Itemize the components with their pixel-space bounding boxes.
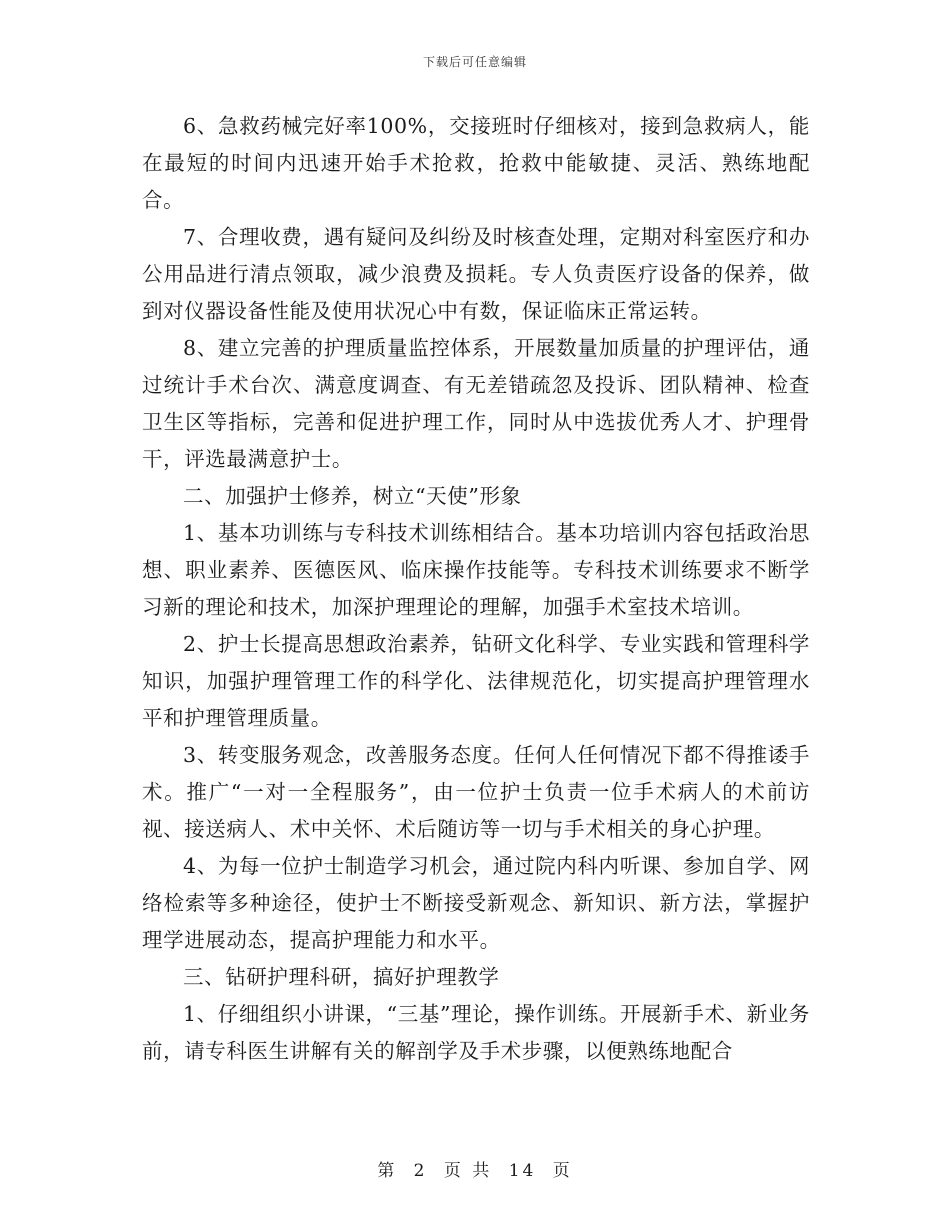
page-footer bbox=[0, 1156, 950, 1181]
page-total: 14 bbox=[508, 1161, 537, 1181]
page-number: 2 bbox=[413, 1161, 428, 1181]
paragraph: 3、转变服务观念，改善服务态度。任何人任何情况下都不得推诿手术。推广“一对一全程服务”，由一位护士负责一位手术病人的术前访视、接送病人、术中关怀、术后随访等一切与手术相关的身心护理。 bbox=[142, 743, 810, 841]
footer-prefix: 第 bbox=[377, 1161, 398, 1181]
paragraph: 1、仔细组织小讲课，“三基”理论，操作训练。开展新手术、新业务前，请专科医生讲解有关的解剖学及手术步骤，以便熟练地配合 bbox=[142, 1002, 810, 1063]
footer-middle: 页 共 bbox=[443, 1161, 493, 1181]
paragraph: 6、急救药械完好率100%，交接班时仔细核对，接到急救病人，能在最短的时间内迅速开始手术抢救，抢救中能敏捷、灵活、熟练地配合。 bbox=[142, 114, 810, 212]
paragraph: 1、基本功训练与专科技术训练相结合。基本功培训内容包括政治思想、职业素养、医德医风、临床操作技能等。专科技术训练要求不断学习新的理论和技术，加深护理理论的理解，加强手术室技术培训。 bbox=[142, 521, 810, 619]
paragraph: 2、护士长提高思想政治素养，钻研文化科学、专业实践和管理科学知识，加强护理管理工作的科学化、法律规范化，切实提高护理管理水平和护理管理质量。 bbox=[142, 632, 810, 730]
footer-suffix: 页 bbox=[552, 1161, 573, 1181]
section-heading: 二、加强护士修养，树立“天使”形象 bbox=[183, 484, 522, 508]
page-header: 下载后可任意编辑 bbox=[422, 55, 527, 69]
section-heading: 三、钻研护理科研，搞好护理教学 bbox=[183, 965, 500, 989]
paragraph: 4、为每一位护士制造学习机会，通过院内科内听课、参加自学、网络检索等多种途径，使护士不断接受新观念、新知识、新方法，掌握护理学进展动态，提高护理能力和水平。 bbox=[142, 854, 810, 952]
document-body bbox=[142, 108, 810, 1070]
paragraph: 7、合理收费，遇有疑问及纠纷及时核查处理，定期对科室医疗和办公用品进行清点领取，减少浪费及损耗。专人负责医疗设备的保养，做到对仪器设备性能及使用状况心中有数，保证临床正常运转。 bbox=[142, 225, 810, 323]
paragraph: 8、建立完善的护理质量监控体系，开展数量加质量的护理评估，通过统计手术台次、满意度调查、有无差错疏忽及投诉、团队精神、检查卫生区等指标，完善和促进护理工作，同时从中选拔优秀人才、护理骨干，评选最满意护士。 bbox=[142, 336, 810, 471]
